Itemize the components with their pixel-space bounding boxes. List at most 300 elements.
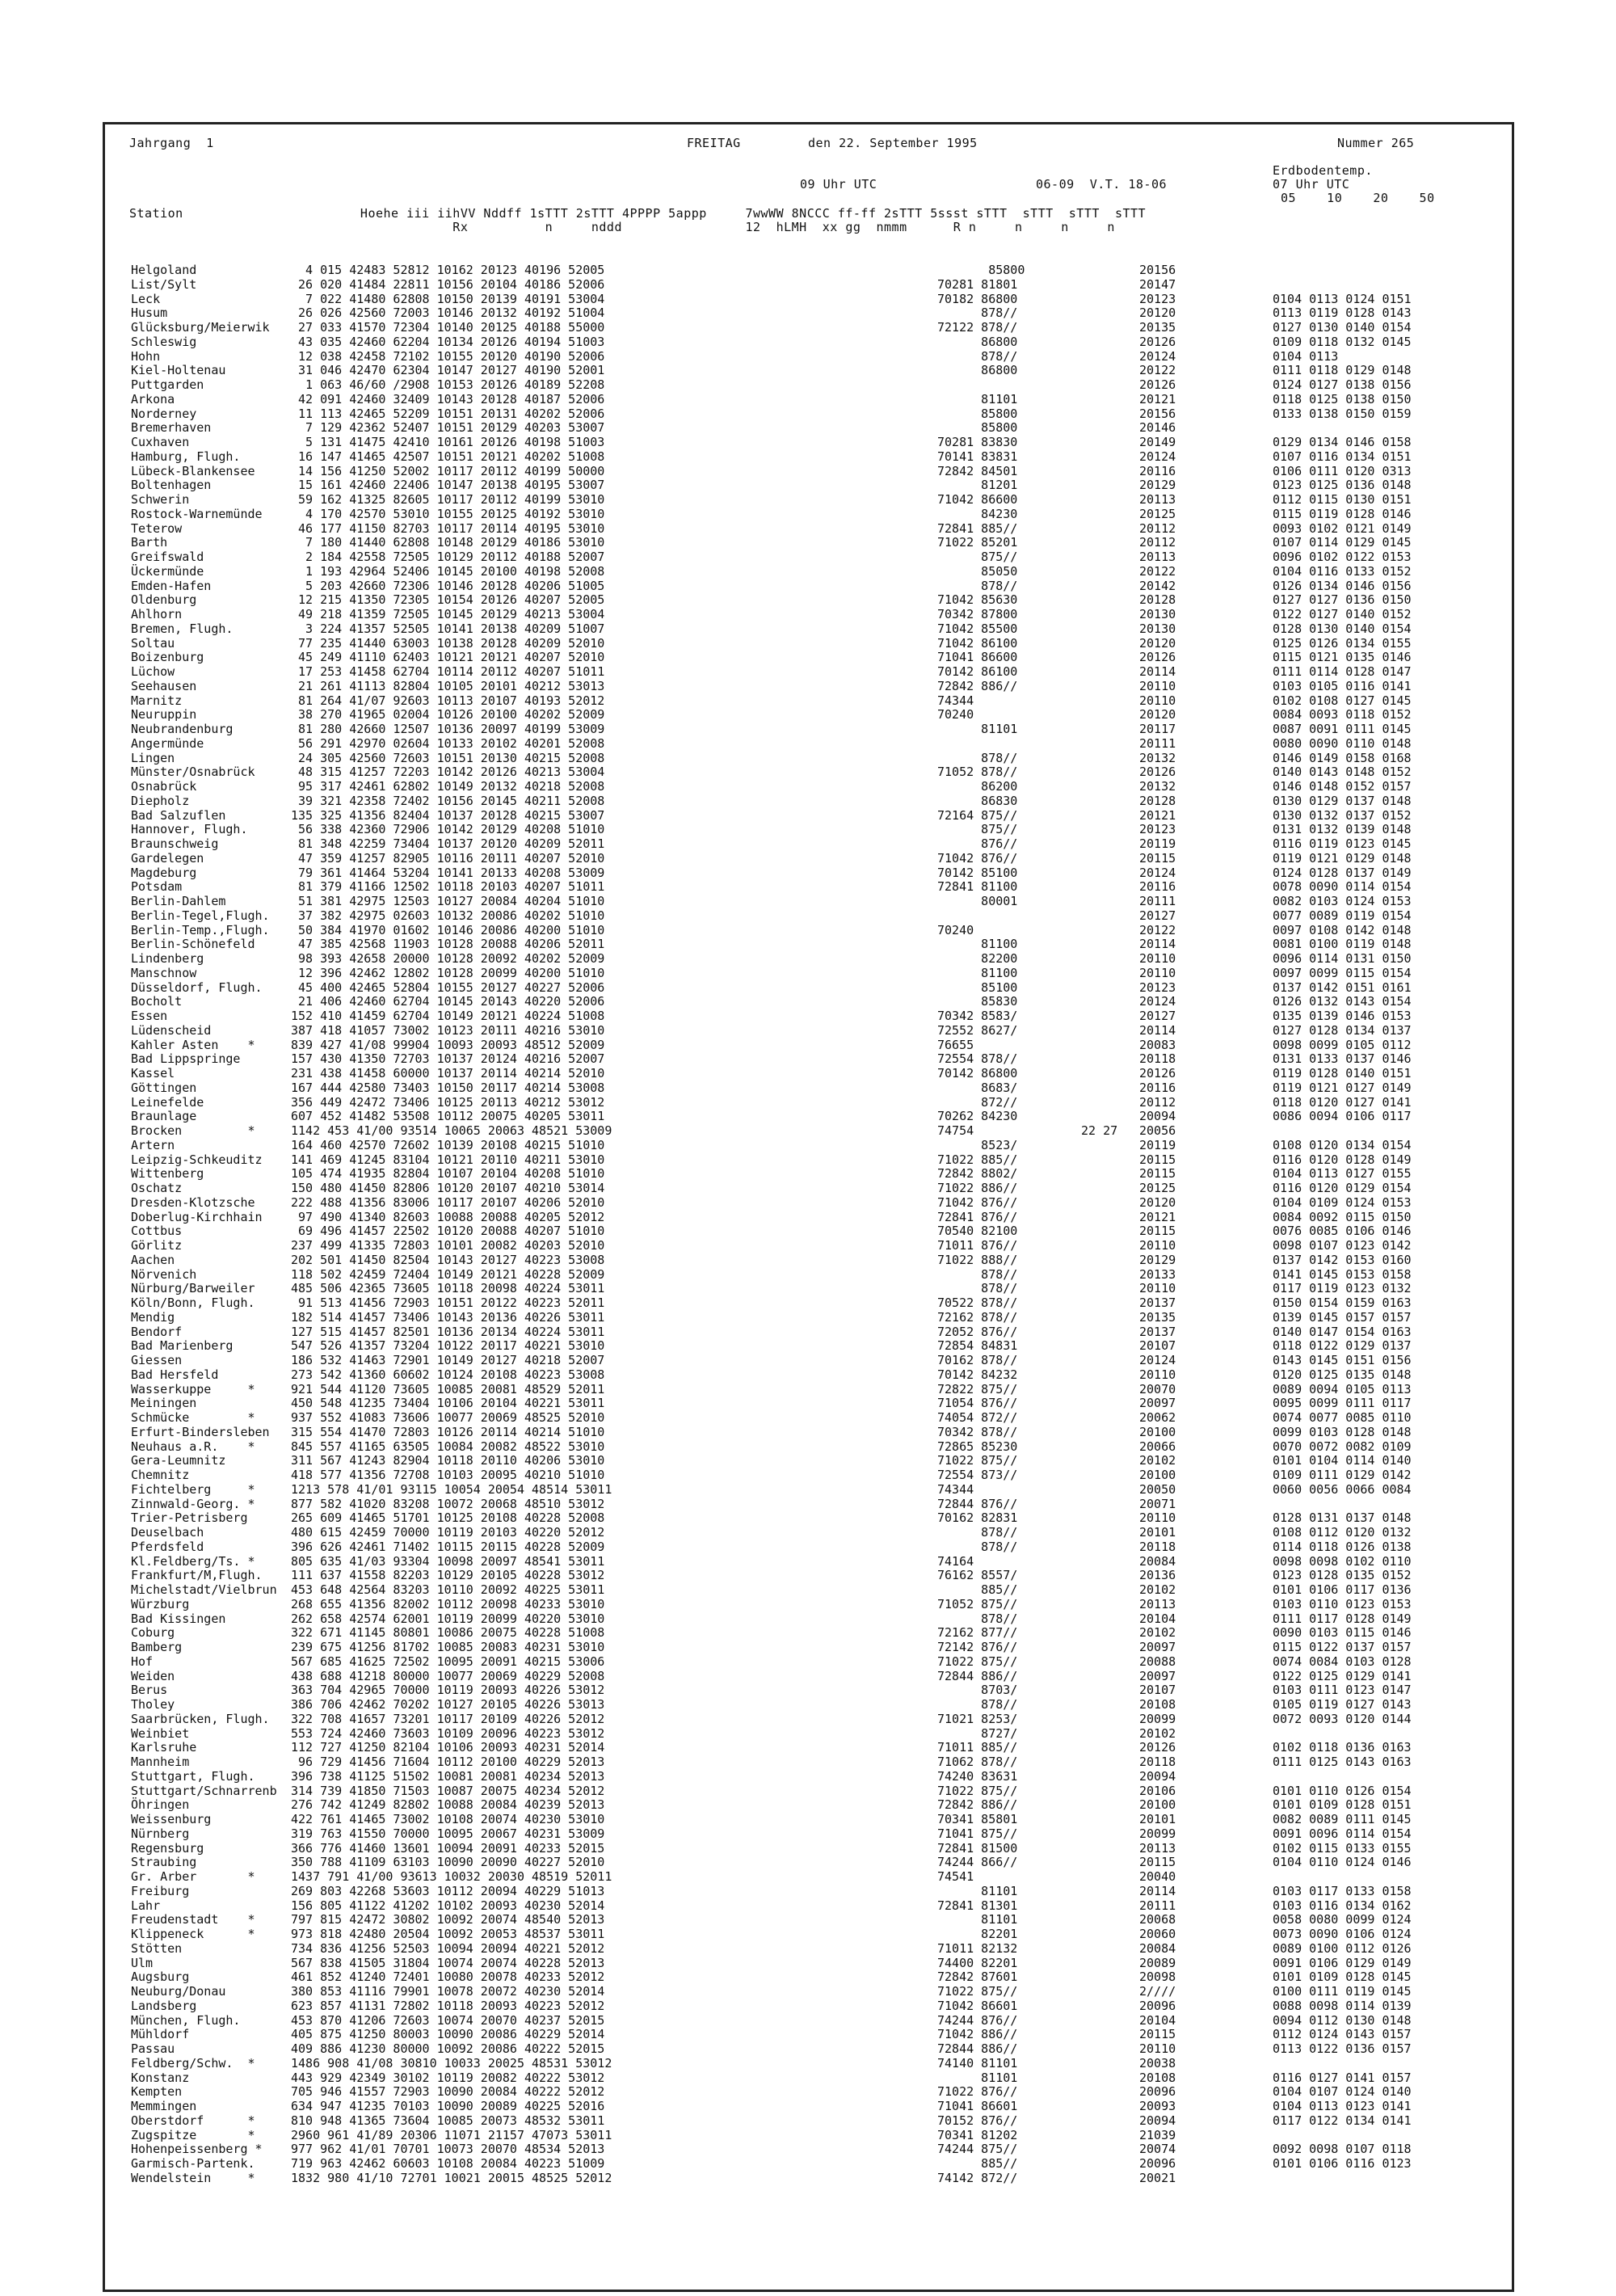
min-temp: 20071: [1139, 1496, 1176, 1511]
soil-temps: 0101 0109 0128 0145: [1273, 1970, 1412, 1985]
soil-temps: 0146 0149 0158 0168: [1273, 750, 1412, 765]
soil-temps: 0060 0056 0066 0084: [1273, 1481, 1412, 1497]
station-name: Stötten: [131, 1940, 183, 1956]
soil-temps: 0123 0128 0135 0152: [1273, 1568, 1412, 1583]
synop-values: 269 803 42268 53603 10112 20094 40229 51013: [291, 1883, 605, 1898]
weather-values: 71022 885//: [937, 1152, 1018, 1167]
min-temp: 20038: [1139, 2055, 1176, 2071]
min-temp: 20110: [1139, 1367, 1176, 1382]
soil-temps: 0118 0125 0138 0150: [1273, 391, 1412, 407]
soil-temps: 0096 0102 0122 0153: [1273, 550, 1412, 564]
weather-values: 71022 85201: [937, 535, 1018, 550]
table-row: [0, 1784, 1616, 1797]
soil-temps: 0135 0139 0146 0153: [1273, 1009, 1412, 1023]
min-temp: 20094: [1139, 2113, 1176, 2128]
table-row: [0, 1927, 1616, 1940]
table-row: [0, 794, 1616, 807]
table-row: [0, 664, 1616, 678]
min-temp: 20110: [1139, 951, 1176, 966]
min-temp: 20118: [1139, 1539, 1176, 1554]
table-row: [0, 1984, 1616, 1998]
weather-values: 71041 86600: [937, 650, 1018, 665]
min-temp: 20135: [1139, 1309, 1176, 1325]
weather-values: 70262 84230: [937, 1109, 1018, 1124]
soil-temps: 0091 0106 0129 0149: [1273, 1955, 1412, 1970]
soil-temps: 0090 0103 0115 0146: [1273, 1625, 1412, 1641]
synop-values: 386 706 42462 70202 10127 20105 40226 53013: [291, 1697, 605, 1712]
weather-values: 878//: [937, 1539, 1018, 1554]
soil-temps: 0128 0131 0137 0148: [1273, 1510, 1412, 1526]
station-name: Mühldorf: [131, 2027, 190, 2042]
column-subheaders: Rx n nddd 12 hLMH xx gg nmmm R n n n n: [129, 220, 1115, 234]
table-row: [0, 1382, 1616, 1396]
synop-values: 805 635 41/03 93304 10098 20097 48541 53011: [291, 1553, 605, 1569]
min-temp: 20118: [1139, 1051, 1176, 1067]
weather-values: 81101: [937, 391, 1018, 407]
soil-temps: 0112 0115 0130 0151: [1273, 492, 1412, 507]
synop-values: 95 317 42461 62802 10149 20132 40218 52008: [291, 779, 605, 794]
weather-values: 72164 875//: [937, 807, 1018, 823]
weather-values: 82200: [937, 951, 1018, 966]
station-name: Bocholt: [131, 994, 183, 1009]
table-row: [0, 1410, 1616, 1424]
soil-temps: 0103 0116 0134 0162: [1273, 1898, 1412, 1913]
station-name: Chemnitz: [131, 1468, 190, 1482]
soil-temps: 0130 0132 0137 0152: [1273, 807, 1412, 823]
station-name: Leck: [131, 291, 161, 306]
station-name: Marnitz: [131, 693, 183, 708]
synop-values: 11 113 42465 52209 10151 20131 40202 52006: [291, 406, 605, 421]
min-temp: 20115: [1139, 2027, 1176, 2042]
station-name: Aachen: [131, 1252, 175, 1267]
station-name: Bad Kissingen: [131, 1611, 226, 1626]
synop-values: 127 515 41457 82501 10136 20134 40224 53011: [291, 1324, 605, 1339]
min-temp: 20123: [1139, 822, 1176, 837]
weather-values: 72554 873//: [937, 1468, 1018, 1482]
min-temp: 20113: [1139, 1840, 1176, 1856]
synop-values: 734 836 41256 52503 10094 20094 40221 52012: [291, 1940, 605, 1956]
table-row: [0, 521, 1616, 535]
min-temp: 20118: [1139, 1755, 1176, 1769]
synop-values: 150 480 41450 82806 10120 20107 40210 53014: [291, 1181, 605, 1195]
station-name: Schmücke *: [131, 1410, 255, 1425]
weather-values: 878//: [937, 750, 1018, 765]
weather-values: 872//: [937, 1094, 1018, 1110]
soil-temps: 0104 0113 0123 0141: [1273, 2099, 1412, 2113]
station-name: Braunschweig: [131, 836, 219, 851]
weather-values: 71011 885//: [937, 1740, 1018, 1755]
synop-values: 59 162 41325 82605 10117 20112 40199 53010: [291, 492, 605, 507]
min-temp: 20096: [1139, 1998, 1176, 2013]
station-name: Doberlug-Kirchhain: [131, 1209, 263, 1224]
weather-values: 72822 875//: [937, 1381, 1018, 1397]
weather-values: 81201: [937, 478, 1018, 493]
weather-values: 70540 82100: [937, 1224, 1018, 1239]
synop-values: 237 499 41335 72803 10101 20082 40203 52010: [291, 1238, 605, 1253]
weather-values: 80001: [937, 894, 1018, 908]
table-row: [0, 736, 1616, 750]
soil-temps: 0073 0090 0106 0124: [1273, 1927, 1412, 1941]
station-name: Berlin-Schönefeld: [131, 937, 255, 952]
synop-values: 977 962 41/01 70701 10073 20070 48534 52013: [291, 2142, 605, 2157]
min-temp: 20137: [1139, 1295, 1176, 1310]
min-temp: 20120: [1139, 305, 1176, 321]
synop-values: 56 291 42970 02604 10133 20102 40201 52008: [291, 735, 605, 751]
weather-values: 71041 86601: [937, 2099, 1018, 2113]
station-name: Tholey: [131, 1697, 175, 1712]
synop-values: 7 022 41480 62808 10150 20139 40191 53004: [291, 291, 605, 306]
weather-values: 72841 81500: [937, 1840, 1018, 1856]
weather-values: 81100: [937, 937, 1018, 952]
station-name: Michelstadt/Vielbrun: [131, 1582, 277, 1597]
table-row: [0, 1396, 1616, 1409]
table-row: [0, 349, 1616, 363]
weather-values: 72162 878//: [937, 1309, 1018, 1325]
min-temp: 20114: [1139, 1883, 1176, 1898]
soil-temps: 0104 0109 0124 0153: [1273, 1194, 1412, 1210]
weather-values: 81100: [937, 965, 1018, 980]
soil-temps: 0127 0127 0136 0150: [1273, 592, 1412, 608]
min-temp: 20124: [1139, 348, 1176, 364]
soil-temps: 0146 0148 0152 0157: [1273, 779, 1412, 794]
weather-values: 71022 875//: [937, 1984, 1018, 1999]
weather-values: 885//: [937, 1582, 1018, 1597]
synop-values: 262 658 42574 62001 10119 20099 40220 53010: [291, 1611, 605, 1626]
weather-values: 74054 872//: [937, 1410, 1018, 1425]
weather-values: 70182 86800: [937, 291, 1018, 306]
table-row: [0, 1554, 1616, 1568]
table-row: [0, 2171, 1616, 2184]
min-temp: 20124: [1139, 1353, 1176, 1367]
weather-values: 74244 876//: [937, 2012, 1018, 2028]
min-temp: 20100: [1139, 1468, 1176, 1482]
soil-temps: 0109 0111 0129 0142: [1273, 1468, 1412, 1482]
synop-values: 15 161 42460 22406 10147 20138 40195 53007: [291, 478, 605, 493]
weather-values: 85100: [937, 979, 1018, 995]
synop-values: 43 035 42460 62204 10134 20126 40194 51003: [291, 334, 605, 349]
table-row: [0, 550, 1616, 563]
station-name: Berus: [131, 1683, 168, 1698]
min-temp: 20093: [1139, 2099, 1176, 2113]
synop-values: 51 381 42975 12503 10127 20084 40204 51010: [291, 894, 605, 908]
synop-values: 567 838 41505 31804 10074 20074 40228 52013: [291, 1955, 605, 1970]
table-row: [0, 836, 1616, 850]
table-row: [0, 1281, 1616, 1295]
station-name: Trier-Petrisberg: [131, 1510, 248, 1526]
min-temp: 20121: [1139, 391, 1176, 407]
synop-values: 97 490 41340 82603 10088 20088 40205 52012: [291, 1209, 605, 1224]
table-row: [0, 1267, 1616, 1281]
station-name: Freiburg: [131, 1883, 190, 1898]
min-temp: 20113: [1139, 1596, 1176, 1611]
station-name: Konstanz: [131, 2070, 190, 2085]
synop-values: 356 449 42472 73406 10125 20113 40212 53012: [291, 1094, 605, 1110]
weather-values: 878//: [937, 1611, 1018, 1626]
table-row: [0, 1540, 1616, 1553]
station-name: Zinnwald-Georg. *: [131, 1496, 255, 1511]
weather-values: 71042 86600: [937, 492, 1018, 507]
synop-values: 47 385 42568 11903 10128 20088 40206 52011: [291, 937, 605, 952]
min-temp: 20115: [1139, 850, 1176, 866]
synop-values: 21 406 42460 62704 10145 20143 40220 52006: [291, 994, 605, 1009]
soil-temps: 0104 0113 0127 0155: [1273, 1166, 1412, 1182]
weather-values: 71011 82132: [937, 1940, 1018, 1956]
station-name: Leipzig-Schkeuditz: [131, 1152, 263, 1167]
synop-values: 46 177 41150 82703 10117 20114 40195 53010: [291, 520, 605, 536]
table-row: [0, 966, 1616, 979]
station-name: Bad Salzuflen: [131, 807, 226, 823]
min-temp: 20113: [1139, 550, 1176, 564]
synop-values: 81 379 41166 12502 10118 20103 40207 51011: [291, 879, 605, 895]
soil-temps: 0097 0099 0115 0154: [1273, 965, 1412, 980]
soil-temps: 0117 0122 0134 0141: [1273, 2113, 1412, 2128]
station-name: Stuttgart, Flugh.: [131, 1768, 255, 1784]
min-temp: 20097: [1139, 1668, 1176, 1683]
weather-values: 876//: [937, 836, 1018, 851]
soil-temps: 0119 0128 0140 0151: [1273, 1066, 1412, 1081]
table-row: [0, 1582, 1616, 1596]
station-name: Öhringen: [131, 1797, 190, 1813]
station-name: Essen: [131, 1009, 168, 1023]
synop-values: 443 929 42349 30102 10119 20082 40222 53012: [291, 2070, 605, 2085]
station-name: Hamburg, Flugh.: [131, 449, 241, 464]
min-temp: 20112: [1139, 520, 1176, 536]
min-temp: 20126: [1139, 1066, 1176, 1081]
weather-values: 878//: [937, 1525, 1018, 1540]
min-temp: 2////: [1139, 1984, 1176, 1999]
table-row: [0, 1425, 1616, 1439]
station-name: Gr. Arber *: [131, 1869, 255, 1884]
soil-temps: 0116 0119 0123 0145: [1273, 836, 1412, 851]
synop-values: 1486 908 41/08 30810 10033 20025 48531 53012: [291, 2055, 612, 2071]
station-name: Braunlage: [131, 1109, 197, 1124]
soil-temps: 0108 0120 0134 0154: [1273, 1137, 1412, 1152]
table-row: [0, 2084, 1616, 2098]
min-temp: 20120: [1139, 1194, 1176, 1210]
min-temp: 20021: [1139, 2170, 1176, 2185]
synop-values: 105 474 41935 82804 10107 20104 40208 51010: [291, 1166, 605, 1182]
min-temp: 20115: [1139, 1166, 1176, 1182]
station-name: Bremerhaven: [131, 420, 212, 436]
synop-values: 12 396 42462 12802 10128 20099 40200 51010: [291, 965, 605, 980]
weather-values: 72552 8627/: [937, 1022, 1018, 1038]
table-row: [0, 808, 1616, 822]
synop-values: 16 147 41465 42507 10151 20121 40202 51008: [291, 449, 605, 464]
station-name: Artern: [131, 1137, 175, 1152]
table-row: [0, 1797, 1616, 1811]
table-row: [0, 894, 1616, 908]
table-row: [0, 607, 1616, 621]
weather-values: 74754: [937, 1123, 974, 1138]
synop-values: 39 321 42358 72402 10156 20145 40211 52008: [291, 793, 605, 808]
synop-values: 156 805 41122 41202 10102 20093 40230 52014: [291, 1898, 605, 1913]
station-name: Bad Hersfeld: [131, 1367, 219, 1382]
soil-temps: 0107 0114 0129 0145: [1273, 535, 1412, 550]
synop-values: 5 131 41475 42410 10161 20126 40198 51003: [291, 435, 605, 449]
synop-values: 118 502 42459 72404 10149 20121 40228 52009: [291, 1266, 605, 1282]
weather-values: 72854 84831: [937, 1338, 1018, 1354]
soil-temps: 0074 0084 0103 0128: [1273, 1654, 1412, 1669]
min-temp: 20099: [1139, 1826, 1176, 1841]
min-temp: 20111: [1139, 735, 1176, 751]
soil-temps: 0092 0098 0107 0118: [1273, 2142, 1412, 2157]
soil-temps: 0084 0093 0118 0152: [1273, 707, 1412, 723]
station-name: Münster/Osnabrück: [131, 765, 255, 780]
period-heading: 06-09 V.T. 18-06: [1036, 177, 1168, 192]
soil-temps: 0113 0122 0136 0157: [1273, 2041, 1412, 2056]
table-row: [0, 1941, 1616, 1955]
weather-values: 878//: [937, 578, 1018, 593]
soil-temps: 0104 0113 0124 0151: [1273, 291, 1412, 306]
table-row: [0, 621, 1616, 635]
weather-values: 70281 81801: [937, 276, 1018, 292]
soil-temps: 0058 0080 0099 0124: [1273, 1912, 1412, 1927]
station-name: Cuxhaven: [131, 435, 190, 449]
table-row: [0, 1138, 1616, 1152]
obs-time-09: 09 Uhr UTC: [800, 177, 877, 192]
min-temp: 20132: [1139, 750, 1176, 765]
synop-values: 480 615 42459 70000 10119 20103 40220 52012: [291, 1525, 605, 1540]
min-temp: 20135: [1139, 320, 1176, 335]
soil-temps: 0131 0133 0137 0146: [1273, 1051, 1412, 1067]
station-name: Bamberg: [131, 1640, 183, 1654]
station-name: Frankfurt/M,Flugh.: [131, 1568, 263, 1583]
synop-values: 27 033 41570 72304 10140 20125 40188 55000: [291, 320, 605, 335]
soil-temps: 0107 0116 0134 0151: [1273, 449, 1412, 464]
soil-temps: 0111 0125 0143 0163: [1273, 1755, 1412, 1769]
soil-temps: 0078 0090 0114 0154: [1273, 879, 1412, 895]
station-name: Rostock-Warnemünde: [131, 506, 263, 521]
table-row: [0, 1568, 1616, 1582]
synop-values: 405 875 41250 80003 10090 20086 40229 52014: [291, 2027, 605, 2042]
station-name: Lüchow: [131, 664, 175, 679]
station-name: Greifswald: [131, 550, 204, 564]
station-name: Arkona: [131, 391, 175, 407]
min-temp: 20126: [1139, 765, 1176, 780]
synop-values: 47 359 41257 82905 10116 20111 40207 52010: [291, 850, 605, 866]
synop-values: 409 886 41230 80000 10092 20086 40222 52015: [291, 2041, 605, 2056]
table-row: [0, 1038, 1616, 1051]
min-temp: 20123: [1139, 291, 1176, 306]
station-name: Lüdenscheid: [131, 1022, 212, 1038]
min-temp: 20136: [1139, 1568, 1176, 1583]
synop-values: 921 544 41120 73605 10085 20081 48529 52011: [291, 1381, 605, 1397]
min-temp: 20112: [1139, 1094, 1176, 1110]
table-row: [0, 1468, 1616, 1481]
synop-values: 363 704 42965 70000 10119 20093 40226 53012: [291, 1683, 605, 1698]
soil-temps: 0116 0120 0128 0149: [1273, 1152, 1412, 1167]
table-row: [0, 707, 1616, 721]
gust-values: 22 27: [1081, 1123, 1118, 1138]
weather-values: 70342 87800: [937, 607, 1018, 621]
table-row: [0, 277, 1616, 291]
soil-temps: 0127 0130 0140 0154: [1273, 320, 1412, 335]
soil-temps: 0098 0107 0123 0142: [1273, 1238, 1412, 1253]
synop-values: 79 361 41464 53204 10141 20133 40208 53009: [291, 865, 605, 880]
weather-values: 70152 876//: [937, 2113, 1018, 2128]
weather-values: 72554 878//: [937, 1051, 1018, 1067]
synop-values: 12 215 41350 72305 10154 20126 40207 52005: [291, 592, 605, 608]
station-name: Bad Marienberg: [131, 1338, 234, 1354]
table-row: [0, 1166, 1616, 1180]
station-name: Erfurt-Bindersleben: [131, 1424, 270, 1439]
weather-values: 71022 876//: [937, 2084, 1018, 2100]
min-temp: 20147: [1139, 276, 1176, 292]
weather-values: 72841 81301: [937, 1898, 1018, 1913]
station-name: Norderney: [131, 406, 197, 421]
synop-values: 141 469 41245 83104 10121 20110 40211 53010: [291, 1152, 605, 1167]
synop-values: 322 671 41145 80801 10086 20075 40228 51008: [291, 1625, 605, 1641]
weather-values: 70142 84232: [937, 1367, 1018, 1382]
soil-temps: 0137 0142 0151 0161: [1273, 979, 1412, 995]
weather-values: 72844 876//: [937, 1496, 1018, 1511]
min-temp: 20115: [1139, 1224, 1176, 1239]
station-name: Memmingen: [131, 2099, 197, 2113]
synop-values: 311 567 41243 82904 10118 20110 40206 53010: [291, 1453, 605, 1468]
station-name: Schwerin: [131, 492, 190, 507]
min-temp: 20130: [1139, 607, 1176, 621]
table-row: [0, 722, 1616, 735]
weather-values: 74344: [937, 1481, 974, 1497]
weather-values: 74140 81101: [937, 2055, 1018, 2071]
min-temp: 20066: [1139, 1439, 1176, 1454]
synop-values: 1 193 42964 52406 10145 20100 40198 52008: [291, 563, 605, 579]
station-name: Emden-Hafen: [131, 578, 212, 593]
station-name: Husum: [131, 305, 168, 321]
weather-values: 85800: [937, 263, 1025, 277]
station-name: Augsburg: [131, 1970, 190, 1985]
weather-values: 70142 86100: [937, 664, 1018, 679]
synop-values: 1 063 46/60 /2908 10153 20126 40189 52208: [291, 377, 605, 392]
synop-values: 396 738 41125 51502 10081 20081 40234 52013: [291, 1768, 605, 1784]
table-row: [0, 1956, 1616, 1970]
min-temp: 20100: [1139, 1424, 1176, 1439]
soil-depths: 05 10 20 50: [1281, 191, 1435, 205]
synop-values: 276 742 41249 82802 10088 20084 40239 52013: [291, 1797, 605, 1813]
min-temp: 20123: [1139, 979, 1176, 995]
station-name: Meiningen: [131, 1396, 197, 1411]
weather-values: 71062 878//: [937, 1755, 1018, 1769]
table-row: [0, 1123, 1616, 1137]
weather-values: 71042 876//: [937, 1194, 1018, 1210]
synop-values: 12 038 42458 72102 10155 20120 40190 52006: [291, 348, 605, 364]
synop-values: 877 582 41020 83208 10072 20068 48510 53012: [291, 1496, 605, 1511]
weather-values: 74541: [937, 1869, 974, 1884]
station-name: Görlitz: [131, 1238, 183, 1253]
min-temp: 20097: [1139, 1396, 1176, 1411]
min-temp: 20142: [1139, 578, 1176, 593]
table-row: [0, 1009, 1616, 1022]
synop-values: 182 514 41457 73406 10143 20136 40226 53011: [291, 1309, 605, 1325]
station-name: Straubing: [131, 1855, 197, 1870]
soil-temps: 0124 0127 0138 0156: [1273, 377, 1412, 392]
station-name: Würzburg: [131, 1596, 190, 1611]
soil-temps: 0097 0108 0142 0148: [1273, 922, 1412, 937]
synop-values: 7 180 41440 62808 10148 20129 40186 53010: [291, 535, 605, 550]
min-temp: 20107: [1139, 1683, 1176, 1698]
synop-values: 45 400 42465 52804 10155 20127 40227 52006: [291, 979, 605, 995]
min-temp: 20115: [1139, 1152, 1176, 1167]
soil-temps: 0119 0121 0129 0148: [1273, 850, 1412, 866]
soil-temps: 0106 0111 0120 0313: [1273, 463, 1412, 478]
min-temp: 20110: [1139, 1510, 1176, 1526]
synop-values: 152 410 41459 62704 10149 20121 40224 51008: [291, 1009, 605, 1023]
min-temp: 20116: [1139, 463, 1176, 478]
synop-values: 1437 791 41/00 93613 10032 20030 48519 52011: [291, 1869, 612, 1884]
table-row: [0, 2013, 1616, 2027]
station-name: Neuburg/Donau: [131, 1984, 226, 1999]
station-name: Diepholz: [131, 793, 190, 808]
